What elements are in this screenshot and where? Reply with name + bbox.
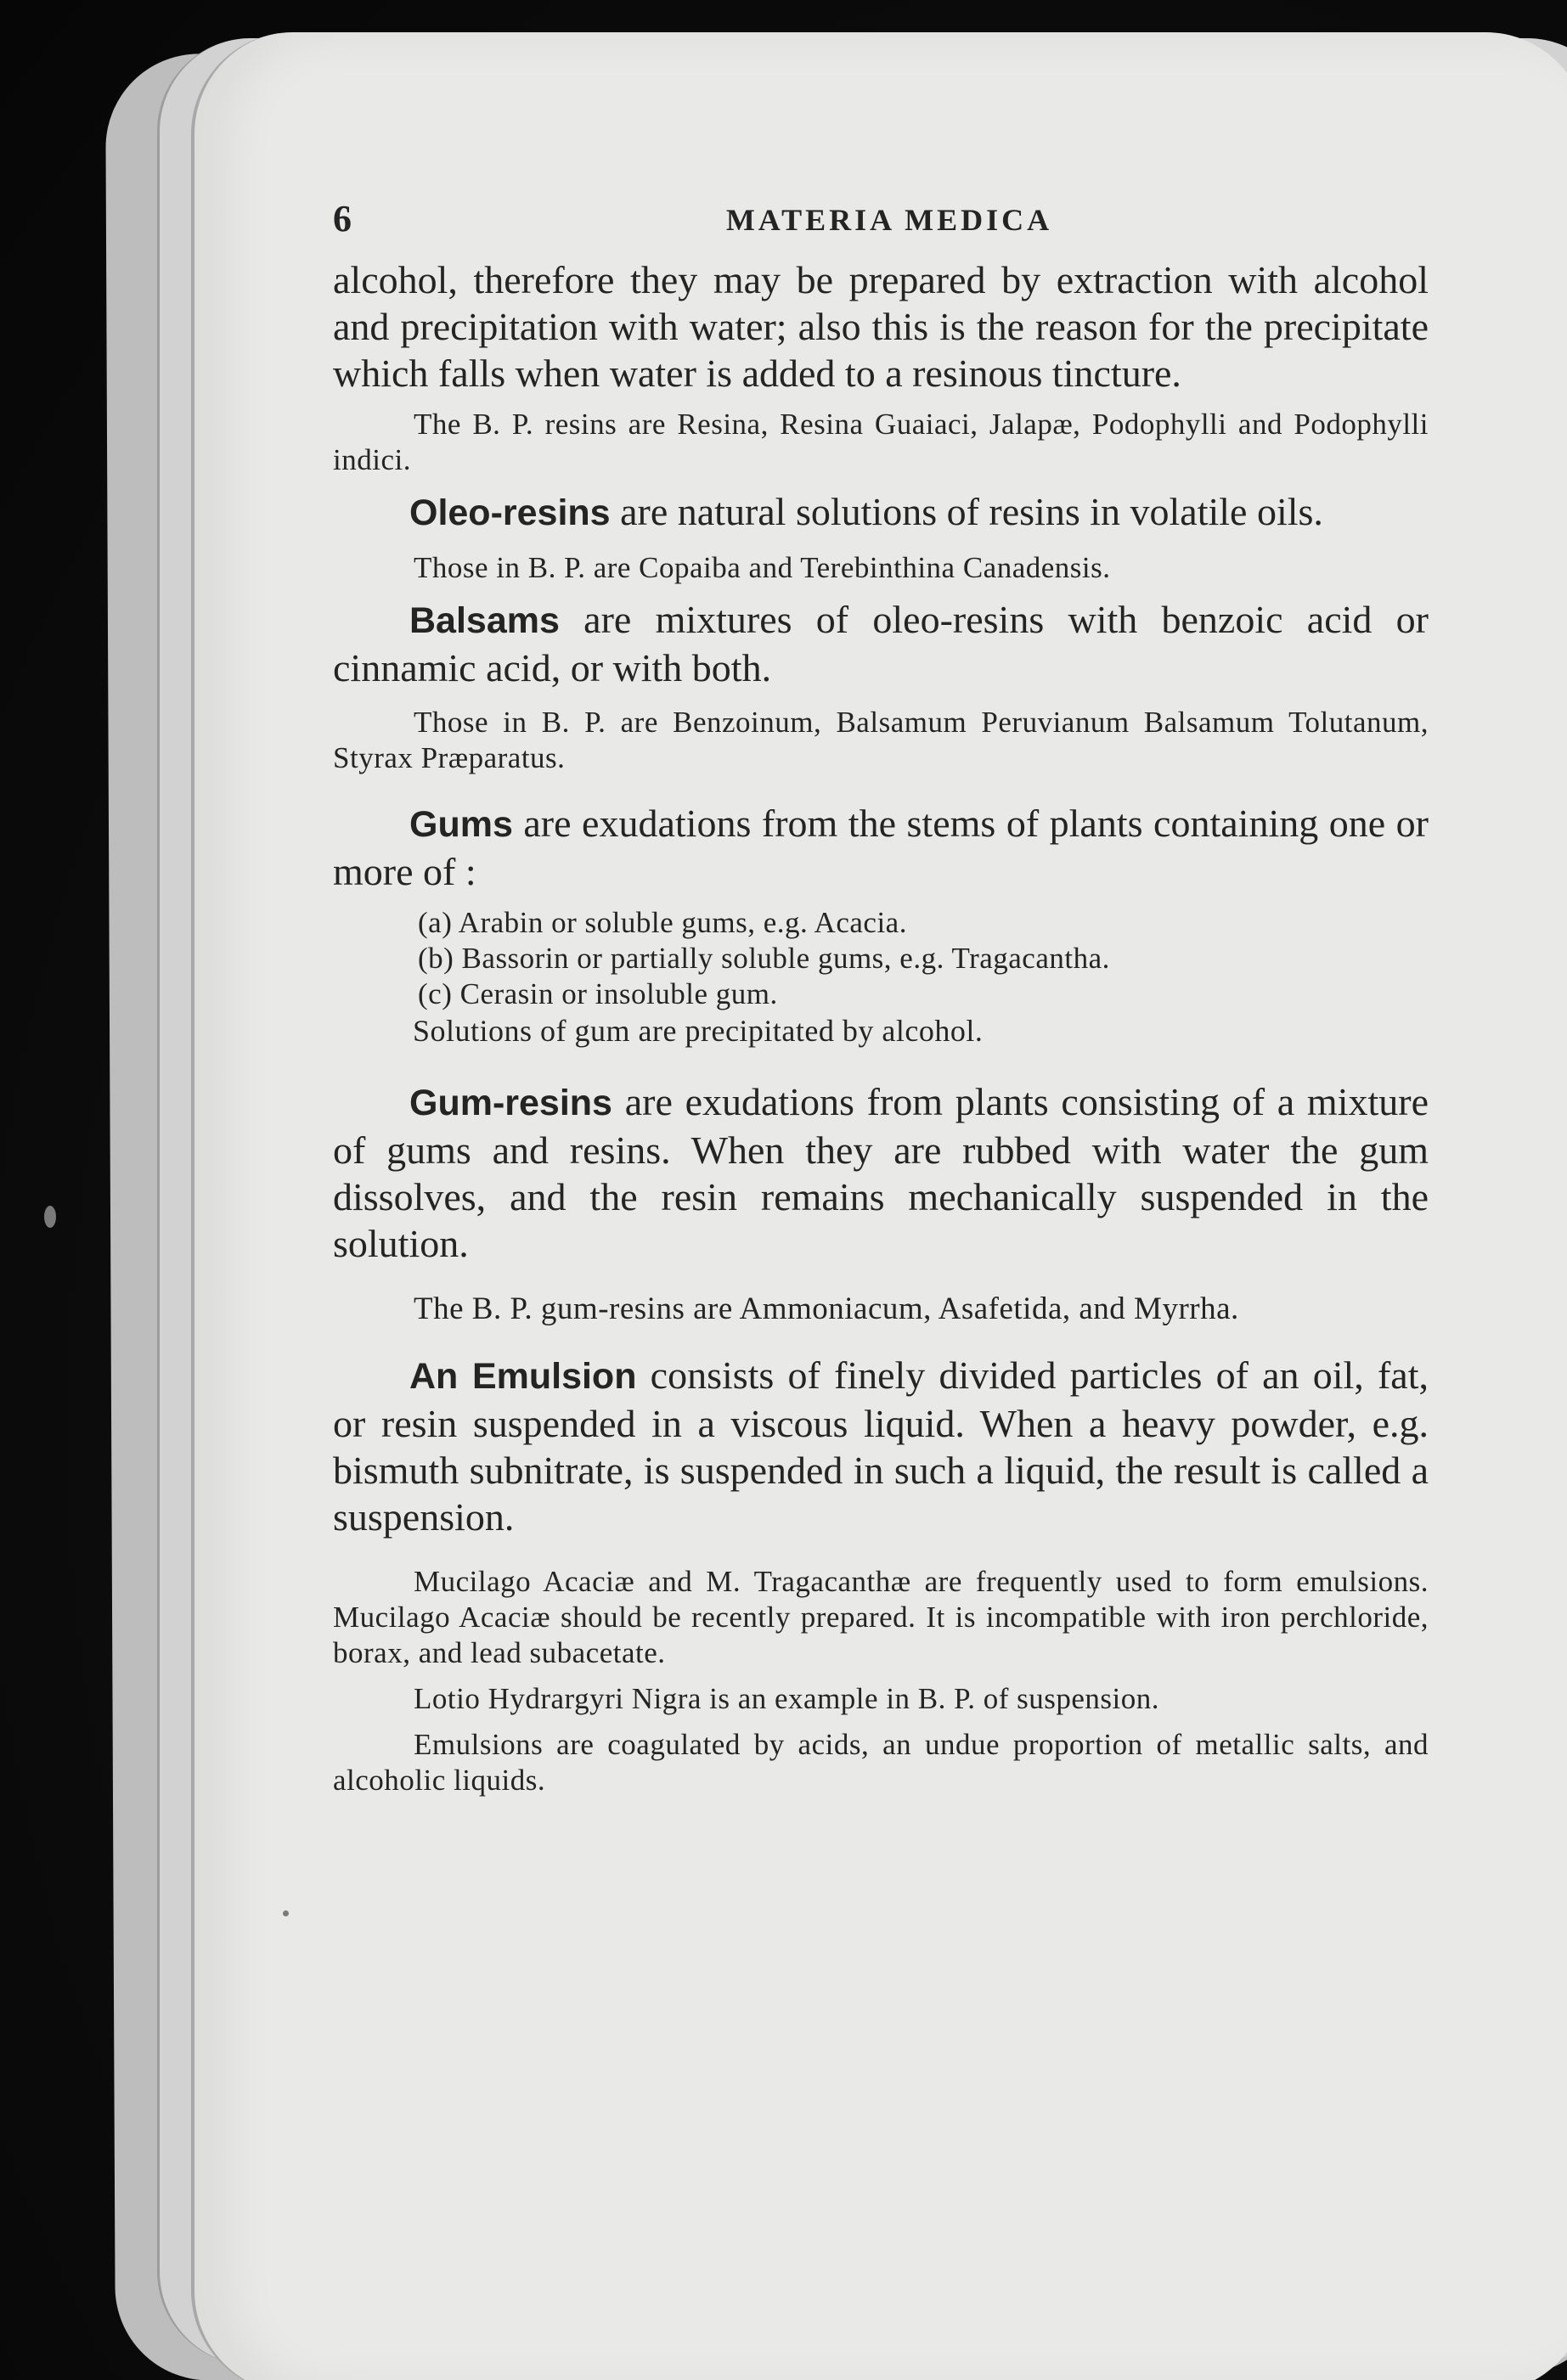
list-item: (a) Arabin or soluble gums, e.g. Acacia. <box>418 906 907 939</box>
definition-emulsion <box>333 1352 1429 1540</box>
note-bp-balsams: Those in B. P. are Benzoinum, Balsamum Peruvianum Balsamum Tolutanum, Styrax Præparatus. <box>333 706 1429 774</box>
definition-gums <box>333 800 1429 895</box>
paragraph-resins-continued: alcohol, therefore they may be prepared by extraction with alcohol and precipitation with water; also this is the reason for the precipitate which falls when water is added to a resinous tincture. <box>333 258 1429 395</box>
term-gum-resins: Gum-resins <box>409 1083 612 1123</box>
definition-text: are natural solutions of resins in volatile oils. <box>610 490 1323 533</box>
definition-gum-resins <box>333 1078 1429 1267</box>
definition-text: consists of finely divided particles of an oil, fat, or resin suspended in a viscous liquid. When a heavy powder, e.g. bismuth subnitrate, is suspended in such a liquid, the result is called a suspension. <box>333 1353 1429 1539</box>
list-item: (b) Bassorin or partially soluble gums, e.g. Tragacantha. <box>418 942 1110 975</box>
definition-balsams <box>333 596 1429 691</box>
running-head: MATERIA MEDICA <box>725 203 1053 237</box>
margin-dot <box>283 1910 289 1916</box>
note-bp-oleo-resins: Those in B. P. are Copaiba and Terebinthina Canadensis. <box>414 551 1111 584</box>
definition-text: are mixtures of oleo-resins with benzoic acid or cinnamic acid, or with both. <box>333 598 1429 689</box>
note-gum-precipitation: Solutions of gum are precipitated by alcohol. <box>413 1014 984 1048</box>
page-number: 6 <box>333 198 352 239</box>
definition-text: are exudations from plants consisting of a mixture of gums and resins. When they are rubbed with water the gum dissolves, and the resin remains mechanically suspended in the solution. <box>333 1080 1429 1265</box>
term-gums: Gums <box>409 804 513 845</box>
gum-types-list <box>333 905 1429 1049</box>
term-balsams: Balsams <box>409 600 560 641</box>
note-bp-resins: The B. P. resins are Resina, Resina Guaiaci, Jalapæ, Podophylli and Podophylli indici. <box>333 408 1429 476</box>
list-item: (c) Cerasin or insoluble gum. <box>418 977 778 1010</box>
note-bp-gum-resins: The B. P. gum-resins are Ammoniacum, Asafetida, and Myrrha. <box>414 1291 1239 1326</box>
page-text <box>333 197 1429 1798</box>
term-oleo-resins: Oleo-resins <box>409 492 611 533</box>
definition-text: are exudations from the stems of plants containing one or more of : <box>333 802 1429 893</box>
definition-oleo-resins <box>333 488 1429 537</box>
page-header <box>333 197 1429 256</box>
note-emulsion-coagulation: Emulsions are coagulated by acids, an undue proportion of metallic salts, and alcoholic liquids. <box>333 1728 1429 1797</box>
margin-speck <box>44 1206 56 1228</box>
note-lotio: Lotio Hydrargyri Nigra is an example in B. P. of suspension. <box>414 1682 1159 1715</box>
term-emulsion: An Emulsion <box>409 1356 637 1397</box>
note-mucilago: Mucilago Acaciæ and M. Tragacanthæ are frequently used to form emulsions. Mucilago Acaciæ should be recently prepared. It is incompatible with iron perchloride, borax, and lead subacetate. <box>333 1565 1429 1669</box>
